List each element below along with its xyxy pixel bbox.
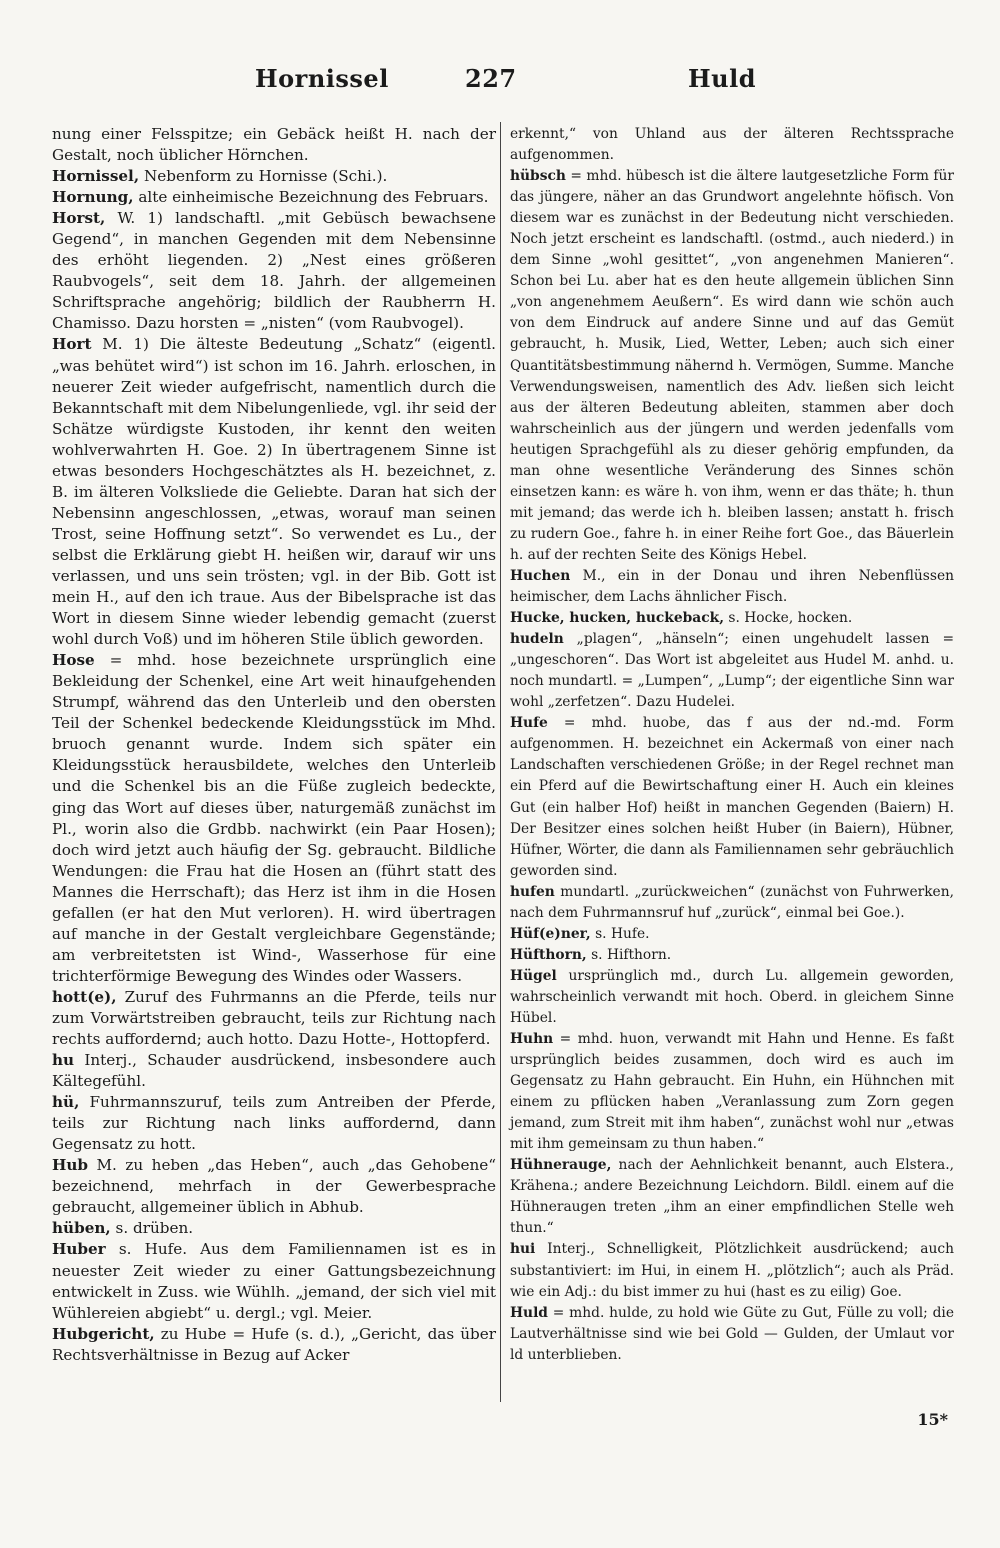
entry-headword: Horst,	[52, 209, 106, 228]
entry-text: M. 1) Die älteste Bedeutung „Schatz“ (eigentl. „was behütet wird“) ist schon im 16. Jahrh. erloschen, in neuerer Zeit wieder aufgefrischt, namentlich durch die Bekanntschaft mit dem Nibelungenliede, vgl. ihr seid der Schätze würdigste Kustoden, ihr kennt den weiten wohlverwahrten H. Goe. 2) In übertragenem Sinne ist etwas besonders Hochgeschätztes als H. bezeichnet, z. B. im älteren Volksliede die Geliebte. Daran hat sich der Nebensinn angeschlossen, „etwas, worauf man seinen Trost, seine Hoffnung setzt“. So verwendet es Lu., der selbst die Erklärung giebt H. heißen wir, darauf wir uns verlassen, und uns sein trösten; vgl. in der Bib. Gott ist mein H., auf den ich traue. Aus der Bibelsprache ist das Wort in diesem Sinne wieder lebendig gemacht (zuerst wohl durch Voß) und im höheren Stile üblich geworden.	[52, 335, 496, 649]
entry-text: erkennt,“ von Uhland aus der älteren Rechtssprache aufgenommen.	[510, 126, 954, 164]
dictionary-entry	[52, 1155, 496, 1218]
entry-text: ursprünglich md., durch Lu. allgemein geworden, wahrscheinlich verwandt mit hoch. Oberd. in gleichem Sinne Hübel.	[510, 967, 954, 1026]
entry-text: = mhd. huon, verwandt mit Hahn und Henne. Es faßt ursprünglich beides zusammen, doch wird es auch im Gegensatz zu Hahn gebraucht. Ein Huhn, ein Hühnchen mit einem zu pflücken haben „Veranlassung zum Zorn gegen jemand, zum Streit mit ihm haben“, zunächst wohl nur „etwas mit ihm gemeinsam zu thun haben.“	[510, 1031, 954, 1153]
entry-text: Interj., Schnelligkeit, Plötzlichkeit ausdrückend; auch substantiviert: im Hui, in einem H. „plötzlich“; auch als Präd. wie ein Adj.: du bist immer zu hui (hast es zu eilig) Goe.	[510, 1241, 954, 1300]
entry-text: alte einheimische Bezeichnung des Februars.	[133, 188, 489, 207]
entry-text: s. Hifthorn.	[586, 946, 672, 963]
entry-headword: Hühnerauge,	[510, 1157, 612, 1174]
entry-headword: Hufe	[510, 715, 548, 732]
entry-headword: Hub	[52, 1156, 89, 1175]
entry-headword: hübsch	[510, 168, 566, 185]
entry-text: s. Hufe.	[590, 925, 650, 942]
entry-text: zu Hube = Hufe (s. d.), „Gericht, das über Rechtsverhältnisse in Bezug auf Acker	[52, 1324, 496, 1364]
dictionary-entry	[510, 713, 954, 881]
entry-text: = mhd. hübesch ist die ältere lautgesetzliche Form für das jüngere, näher an das Grundwort angelehnte höfisch. Von diesem war es zunächst in der Bedeutung nicht verschieden. Noch jetzt erscheint es landschaftl. (ostmd., auch niederd.) in dem Sinne „wohl gesittet“, „von angenehmen Manieren“. Schon bei Lu. aber hat es den heute allgemein üblichen Sinn „von angenehmem Aeußern“. Es wird dann wie schön auch von dem Eindruck auf andere Sinne und auf das Gemüt gebraucht, h. Musik, Lied, Wetter, Leben; auch sich einer Quantitätsbestimmung nähernd h. Vermögen, Summe. Manche Verwendungsweisen, namentlich des Adv. ließen sich leicht aus der älteren Bedeutung ableiten, stammen aber doch wahrscheinlich aus der jüngern und werden jedenfalls vom heutigen Sprachgefühl als zu dieser gehörig empfunden, da man ohne wesentliche Veränderung des Sinnes schön einsetzen kann: es wäre h. von ihm, wenn er das thäte; h. thun mit jemand; das werde ich h. bleiben lassen; anstatt h. frisch zu rudern Goe., fahre h. in einer Reihe fort Goe., das Bäuerlein h. auf der rechten Seite des Königs Hebel.	[510, 168, 954, 563]
dictionary-entry	[510, 966, 954, 1029]
dictionary-entry	[510, 124, 954, 166]
entry-text: s. Hocke, hocken.	[724, 610, 853, 627]
entry-headword: Hüf(e)ner,	[510, 925, 591, 942]
dictionary-entry	[510, 166, 954, 566]
entry-headword: Hügel	[510, 967, 557, 984]
entry-headword: Huchen	[510, 567, 571, 584]
dictionary-entry	[52, 187, 496, 208]
entry-headword: hü,	[52, 1093, 80, 1112]
dictionary-entry	[510, 882, 954, 924]
entry-text: Interj., Schauder ausdrückend, insbesondere auch Kältegefühl.	[52, 1051, 496, 1091]
entry-headword: Huber	[52, 1240, 106, 1259]
dictionary-entry	[52, 987, 496, 1050]
dictionary-entry	[510, 629, 954, 713]
entry-headword: hott(e),	[52, 987, 117, 1006]
page-number: 227	[465, 64, 517, 93]
dictionary-entry	[510, 945, 954, 966]
entry-headword: Hubgericht,	[52, 1324, 155, 1343]
entry-headword: hufen	[510, 883, 555, 900]
entry-text: W. 1) landschaftl. „mit Gebüsch bewachsene Gegend“, in manchen Gegenden mit dem Nebensinne des erhöht liegenden. 2) „Nest eines größeren Raubvogels“, seit dem 18. Jahrh. der allgemeinen Schriftsprache angehörig; bildlich der Raubherrn H. Chamisso. Dazu horsten = „nisten“ (vom Raubvogel).	[52, 209, 496, 333]
dictionary-entry	[52, 1050, 496, 1092]
right-column	[510, 124, 954, 1366]
running-head-left: Hornissel	[255, 64, 389, 93]
dictionary-entry	[510, 1155, 954, 1239]
entry-text: mundartl. „zurückweichen“ (zunächst von Fuhrwerken, nach dem Fuhrmannsruf huf „zurück“, einmal bei Goe.).	[510, 883, 954, 921]
entry-text: Nebenform zu Hornisse (Schi.).	[139, 167, 388, 186]
entry-text: M., ein in der Donau und ihren Nebenflüssen heimischer, dem Lachs ähnlicher Fisch.	[510, 567, 954, 606]
dictionary-entry	[510, 924, 954, 945]
dictionary-entry	[510, 1029, 954, 1155]
entry-headword: Hornissel,	[52, 167, 140, 186]
entry-text: = mhd. hose bezeichnete ursprünglich eine Bekleidung der Schenkel, eine Art weit hinaufgehenden Strumpf, während das den Unterleib und den obersten Teil der Schenkel bedeckende Kleidungsstück im Mhd. bruoch genannt wurde. Indem sich später ein Kleidungsstück herausbildete, welches den Unterleib und die Schenkel bis an die Füße zugleich bedeckte, ging das Wort auf dieses über, naturgemäß zunächst im Pl., worin also die Grdbb. nachwirkt (ein Paar Hosen); doch wird jetzt auch häufig der Sg. gebraucht. Bildliche Wendungen: die Frau hat die Hosen an (führt statt des Mannes die Herrschaft); das Herz ist ihm in die Hosen gefallen (er hat den Mut verloren). H. wird übertragen auf manche in der Gestalt vergleichbare Gegenstände; am verbreitetsten ist Wind-, Wasserhose für eine trichterförmige Bewegung des Windes oder Wassers.	[52, 651, 496, 985]
entry-headword: Hornung,	[52, 188, 134, 207]
left-column	[52, 124, 496, 1366]
dictionary-entry	[510, 1303, 954, 1366]
signature-mark: 15*	[917, 1410, 948, 1429]
entry-headword: hudeln	[510, 631, 564, 648]
dictionary-entry	[52, 124, 496, 166]
dictionary-entry	[510, 1239, 954, 1302]
entry-headword: Hort	[52, 335, 92, 354]
entry-text: = mhd. hulde, zu hold wie Güte zu Gut, Fülle zu voll; die Lautverhältnisse sind wie bei Gold — Gulden, der Umlaut vor ld unterblieben.	[510, 1304, 954, 1363]
dictionary-entry	[52, 1239, 496, 1323]
entry-headword: hui	[510, 1241, 536, 1258]
entry-headword: Huhn	[510, 1031, 554, 1048]
dictionary-entry	[52, 1218, 496, 1239]
column-divider	[500, 122, 501, 1402]
entry-text: nach der Aehnlichkeit benannt, auch Elstera., Krähena.; andere Bezeichnung Leichdorn. Bildl. einem auf die Hühneraugen treten „ihm an einer empfindlichen Stelle weh thun.“	[510, 1157, 954, 1237]
dictionary-entry	[52, 208, 496, 334]
entry-headword: Hose	[52, 651, 95, 670]
entry-headword: hu	[52, 1051, 75, 1070]
entry-text: Fuhrmannszuruf, teils zum Antreiben der Pferde, teils zur Richtung nach links auffordernd, dann Gegensatz zu hott.	[52, 1093, 496, 1154]
entry-text: nung einer Felsspitze; ein Gebäck heißt H. nach der Gestalt, noch üblicher Hörnchen.	[52, 125, 496, 165]
entry-text: Zuruf des Fuhrmanns an die Pferde, teils nur zum Vorwärtstreiben gebraucht, teils zur Richtung nach rechts auffordernd; auch hotto. Dazu Hotte-, Hottopferd.	[52, 987, 496, 1049]
entry-text: s. Hufe. Aus dem Familiennamen ist es in neuester Zeit wieder zu einer Gattungsbezeichnung entwickelt in Zuss. wie Wühlh. „jemand, der sich viel mit Wühlereien abgiebt“ u. dergl.; vgl. Meier.	[52, 1240, 496, 1322]
dictionary-entry	[510, 608, 954, 629]
entry-text: „plagen“, „hänseln“; einen ungehudelt lassen = „ungeschoren“. Das Wort ist abgeleitet aus Hudel M. anhd. u. noch mundartl. = „Lumpen“, „Lump“; der eigentliche Sinn war wohl „zerfetzen“. Dazu Hudelei.	[510, 631, 954, 711]
dictionary-entry	[52, 334, 496, 650]
dictionary-entry	[52, 1324, 496, 1366]
entry-text: s. drüben.	[110, 1219, 194, 1238]
entry-text: = mhd. huobe, das f aus der nd.-md. Form aufgenommen. H. bezeichnet ein Ackermaß von einer nach Landschaften verschiedenen Größe; in der Regel rechnet man ein Pferd auf die Bewirtschaftung einer H. Auch ein kleines Gut (ein halber Hof) heißt in manchen Gegenden (Baiern) H. Der Besitzer eines solchen heißt Huber (in Baiern), Hübner, Hüfner, Wörter, die dann als Familiennamen sehr gebräuchlich geworden sind.	[510, 715, 954, 879]
entry-headword: Huld	[510, 1304, 548, 1321]
dictionary-entry	[52, 166, 496, 187]
entry-headword: Hucke, hucken, huckeback,	[510, 610, 724, 627]
running-head-right: Huld	[688, 64, 757, 93]
entry-headword: Hüfthorn,	[510, 946, 587, 963]
dictionary-entry	[52, 1092, 496, 1155]
dictionary-entry	[52, 650, 496, 987]
entry-headword: hüben,	[52, 1219, 111, 1238]
dictionary-entry	[510, 566, 954, 608]
entry-text: M. zu heben „das Heben“, auch „das Gehobene“ bezeichnend, mehrfach in der Gewerbesprache gebraucht, allgemeiner üblich in Abhub.	[52, 1156, 496, 1217]
